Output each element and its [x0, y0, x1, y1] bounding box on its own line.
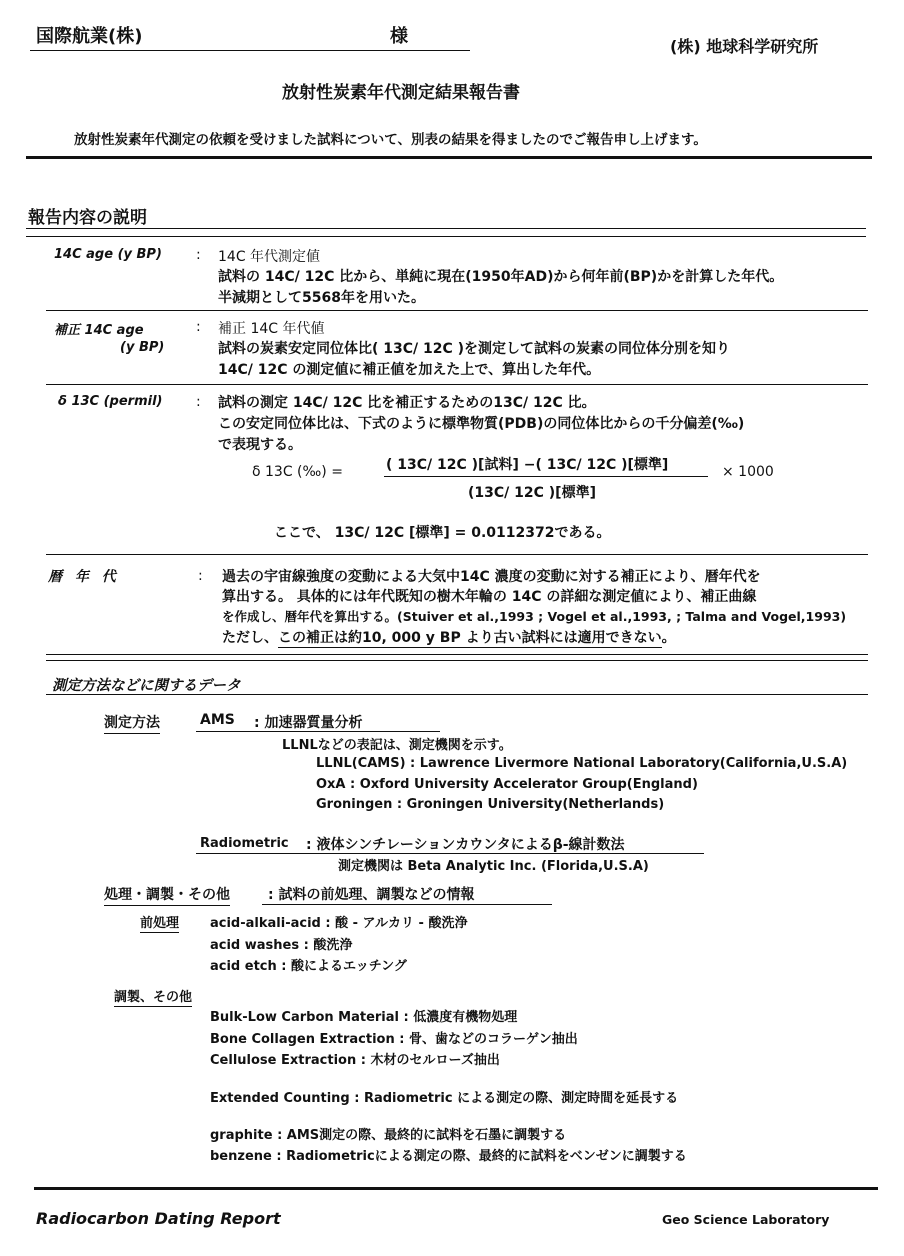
section1-rule-bottom1 — [46, 654, 868, 655]
calendar-caveat — [222, 627, 676, 647]
calendar-line: 過去の宇宙線強度の変動による大気中14C 濃度の変動に対する補正により、暦年代を — [222, 569, 761, 585]
lab-entry: Groningen : Groningen University(Netherlands) — [316, 797, 665, 812]
term-corrected-unit: (y BP) — [120, 340, 165, 355]
pretreat-item: acid-alkali-acid : 酸 - アルカリ - 酸洗浄 — [210, 916, 468, 931]
formula-denominator: (13C/ 12C )[標準] — [468, 485, 596, 501]
header-rule — [26, 156, 872, 159]
calendar-line: 算出する。 具体的には年代既知の樹木年輪の 14C の詳細な測定値により、補正曲線 — [222, 589, 757, 605]
section1-heading: 報告内容の説明 — [28, 208, 147, 228]
extended-counting: Extended Counting : Radiometric による測定の際、測定時間を延長する — [210, 1091, 679, 1106]
delta-line: この安定同位体比は、下式のように標準物質(PDB)の同位体比からの千分偏差(‰) — [218, 416, 745, 432]
divider — [46, 310, 868, 311]
final-prep: graphite : AMS測定の際、最終的に試料を石墨に調製する — [210, 1128, 567, 1143]
corrected-line: 補正 14C 年代値 — [218, 321, 325, 337]
lab-entry: OxA : Oxford University Accelerator Group(England) — [316, 777, 698, 792]
calendar-line: を作成し、暦年代を算出する。(Stuiver et al.,1993 ; Vogel et al.,1993, ; Talma and Vogel,1993) — [222, 609, 847, 624]
term-delta13c: δ 13C (permil) — [58, 394, 163, 409]
fraction-bar — [384, 476, 708, 477]
section1-rule-top2 — [26, 236, 866, 237]
term-corrected-age: 補正 14C age — [54, 323, 144, 338]
section2-heading: 測定方法などに関するデータ — [52, 678, 241, 694]
colon: : — [196, 394, 201, 410]
final-prep: benzene : Radiometricによる測定の際、最終的に試料をベンゼンに調製する — [210, 1149, 687, 1164]
addressee-underline — [30, 50, 470, 51]
ams-note: LLNLなどの表記は、測定機関を示す。 — [282, 738, 512, 753]
formula-multiplier: × 1000 — [722, 464, 774, 480]
radiometric-label: Radiometric — [200, 836, 289, 851]
footer-report-title: Radiocarbon Dating Report — [36, 1209, 281, 1228]
footer-lab: Geo Science Laboratory — [662, 1212, 830, 1227]
pretreat-label: 前処理 — [140, 912, 179, 933]
radiometric-desc: : 液体シンチレーションカウンタによるβ-線計数法 — [306, 837, 625, 853]
intro-text: 放射性炭素年代測定の依頼を受けました試料について、別表の結果を得ましたのでご報告申し上げます。 — [74, 132, 707, 148]
delta-line: で表現する。 — [218, 437, 302, 453]
prep-item: Bulk-Low Carbon Material : 低濃度有機物処理 — [210, 1010, 518, 1025]
section2-rule — [46, 694, 868, 695]
radiometric-underline — [196, 853, 704, 854]
section1-rule-top1 — [26, 228, 866, 229]
ams-underline — [196, 731, 440, 732]
addressee: 国際航業(株) — [36, 26, 143, 47]
delta-line: 試料の測定 14C/ 12C 比を補正するための13C/ 12C 比。 — [218, 395, 596, 411]
standard-note: ここで、 13C/ 12C [標準] = 0.0112372である。 — [274, 525, 611, 541]
term-calendar-age: 暦 年 代 — [48, 569, 120, 585]
corrected-line: 試料の炭素安定同位体比( 13C/ 12C )を測定して試料の炭素の同位体分別を知り — [218, 341, 731, 357]
prep-label: 調製、その他 — [114, 986, 192, 1007]
lab-name: (株) 地球科学研究所 — [670, 37, 819, 56]
formula-numerator: ( 13C/ 12C )[試料] −( 13C/ 12C )[標準] — [386, 457, 669, 473]
radiometric-note: 測定機関は Beta Analytic Inc. (Florida,U.S.A) — [338, 859, 649, 874]
formula-lhs: δ 13C (‰) = — [252, 464, 343, 480]
divider — [46, 384, 868, 385]
ams-label: AMS — [200, 712, 235, 728]
lab-entry: LLNL(CAMS) : Lawrence Livermore National Laboratory(California,U.S.A) — [316, 756, 848, 771]
footer-rule — [34, 1187, 878, 1190]
processing-underline — [262, 904, 552, 905]
colon: : — [196, 247, 201, 263]
prep-item: Bone Collagen Extraction : 骨、歯などのコラーゲン抽出 — [210, 1032, 578, 1047]
term-14c-age: 14C age (y BP) — [54, 247, 162, 262]
caveat-suffix: 。 — [661, 630, 676, 646]
age-line: 14C 年代測定値 — [218, 249, 321, 265]
ams-desc: : 加速器質量分析 — [254, 715, 363, 731]
pretreat-item: acid etch : 酸によるエッチング — [210, 959, 407, 974]
prep-item: Cellulose Extraction : 木材のセルローズ抽出 — [210, 1053, 500, 1068]
corrected-line: 14C/ 12C の測定値に補正値を加えた上で、算出した年代。 — [218, 362, 601, 378]
caveat-prefix: ただし、 — [222, 630, 278, 646]
colon: : — [196, 319, 201, 335]
colon: : — [198, 568, 203, 584]
method-label: 測定方法 — [104, 712, 160, 734]
divider — [46, 554, 868, 555]
age-line: 半減期として5568年を用いた。 — [218, 290, 425, 306]
caveat-underlined: この補正は約10, 000 y BP より古い試料には適用できない — [278, 630, 662, 646]
report-title: 放射性炭素年代測定結果報告書 — [282, 83, 520, 103]
processing-label: 処理・調製・その他 — [104, 884, 230, 906]
pretreat-item: acid washes : 酸洗浄 — [210, 938, 353, 953]
honorific: 様 — [390, 26, 408, 47]
processing-desc: : 試料の前処理、調製などの情報 — [268, 887, 475, 903]
section1-rule-bottom2 — [46, 660, 868, 661]
age-line: 試料の 14C/ 12C 比から、単純に現在(1950年AD)から何年前(BP)かを計算した年代。 — [218, 269, 784, 285]
